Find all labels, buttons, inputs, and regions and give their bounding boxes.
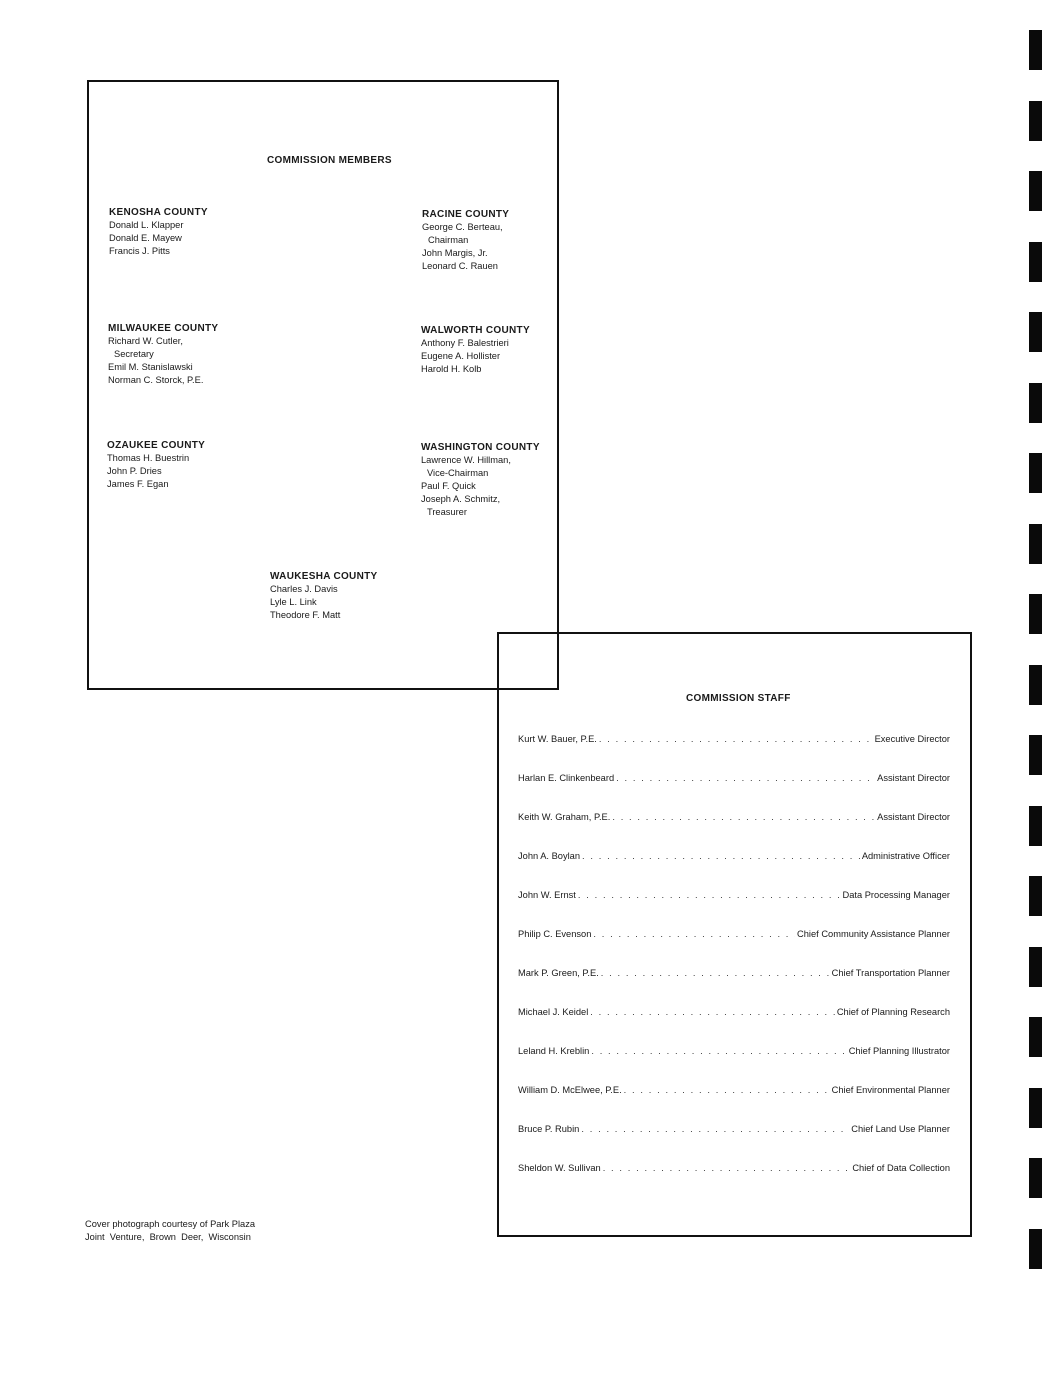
commission-member: Leonard C. Rauen bbox=[422, 261, 498, 271]
commission-member: Vice-Chairman bbox=[427, 468, 489, 478]
staff-title: Chief Planning Illustrator bbox=[848, 1046, 950, 1056]
dot-leader bbox=[593, 929, 795, 939]
staff-row bbox=[518, 808, 950, 822]
dot-leader bbox=[581, 1124, 849, 1134]
staff-row bbox=[518, 730, 950, 744]
commission-member: John P. Dries bbox=[107, 466, 162, 476]
commission-member: Donald E. Mayew bbox=[109, 233, 182, 243]
dot-leader bbox=[599, 734, 873, 744]
staff-title: Executive Director bbox=[874, 734, 950, 744]
staff-name: Mark P. Green, P.E. bbox=[518, 968, 599, 978]
binding-mark bbox=[1029, 101, 1042, 141]
dot-leader bbox=[582, 851, 860, 861]
binding-mark bbox=[1029, 312, 1042, 352]
binding-mark bbox=[1029, 806, 1042, 846]
county-name: RACINE COUNTY bbox=[422, 209, 510, 220]
commission-member: Chairman bbox=[428, 235, 469, 245]
commission-member: Francis J. Pitts bbox=[109, 246, 170, 256]
commission-member: Joseph A. Schmitz, bbox=[421, 494, 501, 504]
cover-photo-caption bbox=[85, 1218, 255, 1244]
binding-mark bbox=[1029, 242, 1042, 282]
staff-name: Michael J. Keidel bbox=[518, 1007, 589, 1017]
binding-mark bbox=[1029, 30, 1042, 70]
binding-mark bbox=[1029, 1017, 1042, 1057]
caption-line-2: Joint Venture, Brown Deer, Wisconsin bbox=[85, 1232, 251, 1242]
staff-row bbox=[518, 964, 950, 978]
county-block bbox=[107, 439, 205, 491]
commission-member: Anthony F. Balestrieri bbox=[421, 338, 509, 348]
commission-members-heading: COMMISSION MEMBERS bbox=[267, 155, 392, 166]
staff-row bbox=[518, 769, 950, 783]
staff-row bbox=[518, 886, 950, 900]
staff-title: Assistant Director bbox=[877, 773, 950, 783]
staff-row bbox=[518, 925, 950, 939]
binding-mark bbox=[1029, 947, 1042, 987]
staff-row bbox=[518, 1120, 950, 1134]
binding-mark bbox=[1029, 876, 1042, 916]
caption-line-1: Cover photograph courtesy of Park Plaza bbox=[85, 1219, 256, 1229]
dot-leader bbox=[591, 1046, 846, 1056]
county-name: OZAUKEE COUNTY bbox=[107, 440, 206, 451]
dot-leader bbox=[603, 1163, 851, 1173]
county-block bbox=[270, 570, 377, 622]
staff-name: John A. Boylan bbox=[518, 851, 581, 861]
staff-title: Chief Community Assistance Planner bbox=[797, 929, 950, 939]
commission-staff-heading: COMMISSION STAFF bbox=[686, 693, 791, 704]
dot-leader bbox=[590, 1007, 835, 1017]
staff-name: William D. McElwee, P.E. bbox=[518, 1085, 622, 1095]
county-block bbox=[109, 206, 208, 258]
binding-mark bbox=[1029, 735, 1042, 775]
commission-member: Theodore F. Matt bbox=[270, 610, 341, 620]
commission-member: Norman C. Storck, P.E. bbox=[108, 375, 204, 385]
staff-name: Sheldon W. Sullivan bbox=[518, 1163, 601, 1173]
binding-mark bbox=[1029, 453, 1042, 493]
county-name: KENOSHA COUNTY bbox=[109, 207, 208, 218]
staff-title: Assistant Director bbox=[877, 812, 950, 822]
dot-leader bbox=[601, 968, 830, 978]
commission-member: Harold H. Kolb bbox=[421, 364, 482, 374]
dot-leader bbox=[616, 773, 875, 783]
binding-mark bbox=[1029, 1158, 1042, 1198]
staff-row bbox=[518, 1159, 950, 1173]
dot-leader bbox=[578, 890, 841, 900]
county-block bbox=[421, 441, 540, 519]
commission-member: Lawrence W. Hillman, bbox=[421, 455, 511, 465]
commission-member: Charles J. Davis bbox=[270, 584, 338, 594]
staff-name: Keith W. Graham, P.E. bbox=[518, 812, 611, 822]
commission-member: James F. Egan bbox=[107, 479, 169, 489]
staff-name: John W. Ernst bbox=[518, 890, 576, 900]
staff-row bbox=[518, 1081, 950, 1095]
commission-member: Paul F. Quick bbox=[421, 481, 476, 491]
staff-row bbox=[518, 1003, 950, 1017]
staff-title: Chief Transportation Planner bbox=[831, 968, 950, 978]
commission-member: Secretary bbox=[114, 349, 154, 359]
county-name: WALWORTH COUNTY bbox=[421, 325, 530, 336]
binding-mark bbox=[1029, 594, 1042, 634]
commission-member: Thomas H. Buestrin bbox=[107, 453, 190, 463]
county-name: MILWAUKEE COUNTY bbox=[108, 323, 219, 334]
binding-mark bbox=[1029, 171, 1042, 211]
commission-member: Eugene A. Hollister bbox=[421, 351, 501, 361]
staff-title: Chief of Planning Research bbox=[836, 1007, 950, 1017]
staff-row bbox=[518, 1042, 950, 1056]
commission-member: George C. Berteau, bbox=[422, 222, 503, 232]
dot-leader bbox=[612, 812, 875, 822]
binding-mark bbox=[1029, 1229, 1042, 1269]
staff-name: Leland H. Kreblin bbox=[518, 1046, 590, 1056]
commission-member: Emil M. Stanislawski bbox=[108, 362, 193, 372]
county-name: WAUKESHA COUNTY bbox=[270, 571, 378, 582]
binding-mark bbox=[1029, 1088, 1042, 1128]
commission-member: Treasurer bbox=[427, 507, 467, 517]
staff-name: Philip C. Evenson bbox=[518, 929, 592, 939]
staff-title: Chief Environmental Planner bbox=[831, 1085, 950, 1095]
binding-mark bbox=[1029, 383, 1042, 423]
county-name: WASHINGTON COUNTY bbox=[421, 442, 540, 453]
staff-row bbox=[518, 847, 950, 861]
commission-member: Donald L. Klapper bbox=[109, 220, 184, 230]
staff-title: Chief of Data Collection bbox=[852, 1163, 950, 1173]
dot-leader bbox=[624, 1085, 830, 1095]
staff-title: Chief Land Use Planner bbox=[851, 1124, 950, 1134]
staff-name: Kurt W. Bauer, P.E. bbox=[518, 734, 597, 744]
county-block bbox=[422, 208, 509, 273]
staff-name: Bruce P. Rubin bbox=[518, 1124, 580, 1134]
binding-mark bbox=[1029, 524, 1042, 564]
commission-member: John Margis, Jr. bbox=[422, 248, 488, 258]
staff-name: Harlan E. Clinkenbeard bbox=[518, 773, 615, 783]
commission-member: Lyle L. Link bbox=[270, 597, 317, 607]
county-block bbox=[108, 322, 218, 387]
staff-title: Administrative Officer bbox=[861, 851, 950, 861]
staff-title: Data Processing Manager bbox=[842, 890, 950, 900]
binding-mark bbox=[1029, 665, 1042, 705]
county-block bbox=[421, 324, 530, 376]
commission-member: Richard W. Cutler, bbox=[108, 336, 183, 346]
